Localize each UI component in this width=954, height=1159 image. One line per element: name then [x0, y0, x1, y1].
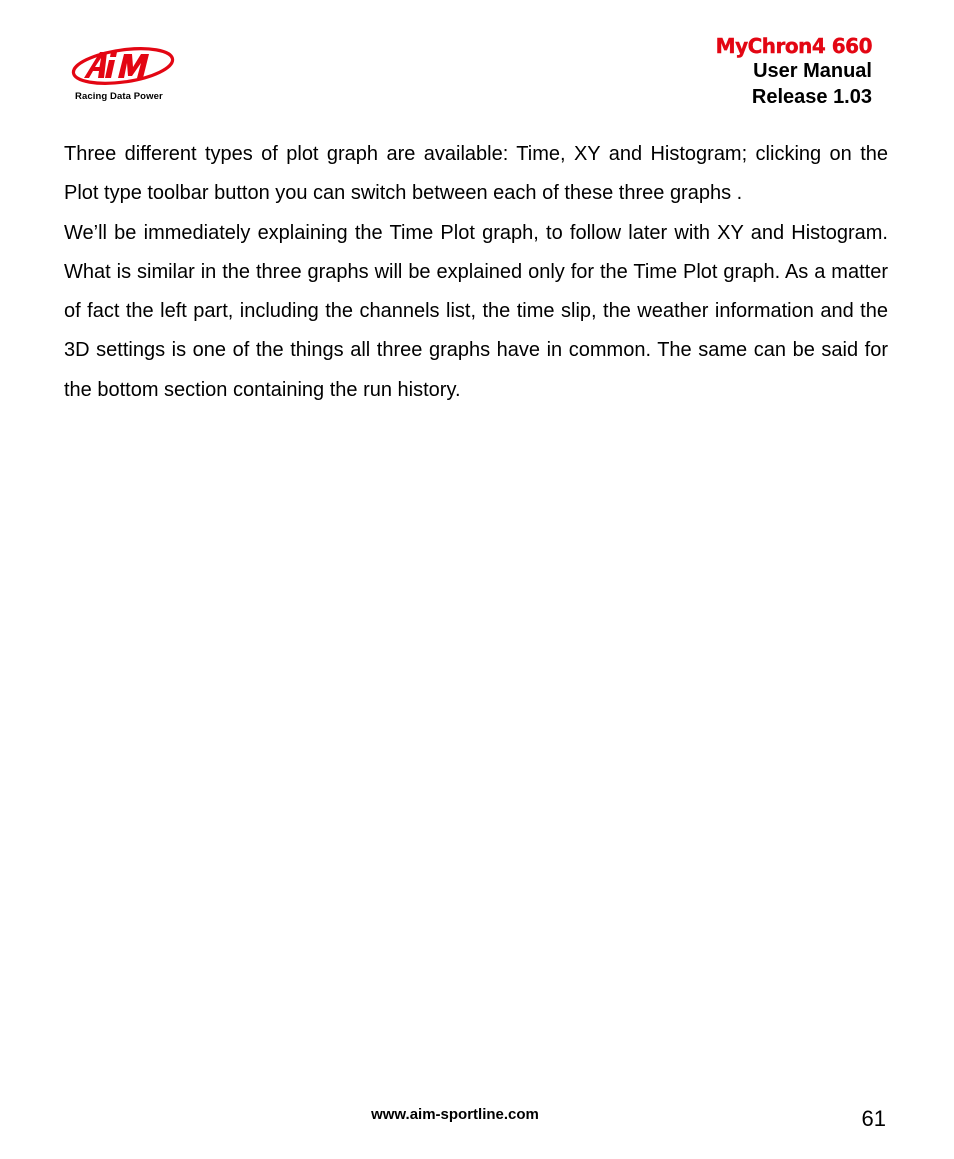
aim-logo	[70, 40, 180, 108]
paragraph: Three different types of plot graph are available: Time, XY and Histogram; clicking on the Plot type toolbar button you can switch between each of these three graphs .	[64, 143, 888, 205]
release-version: Release 1.03	[751, 86, 872, 108]
aim-logo-icon	[70, 40, 180, 90]
page-number: 61	[861, 1106, 886, 1131]
paragraph: We’ll be immediately explaining the Time Plot graph, to follow later with XY and Histogram. What is similar in the three graphs will be explained only for the Time Plot graph. As a matter of fact the left part, including the channels list, the time slip, the weather information and the 3D settings is one of the things all three graphs have in common. The same can be said for the bottom section containing the run history.	[64, 221, 888, 401]
footer-url-text: www.aim-sportline.com	[371, 1106, 539, 1123]
document-header	[716, 34, 872, 110]
logo-tagline: Racing Data Power	[75, 91, 163, 102]
footer-url	[0, 1106, 954, 1123]
product-name: MyChron4 660	[715, 34, 872, 58]
document-body	[64, 135, 888, 410]
manual-title: User Manual	[753, 60, 872, 82]
